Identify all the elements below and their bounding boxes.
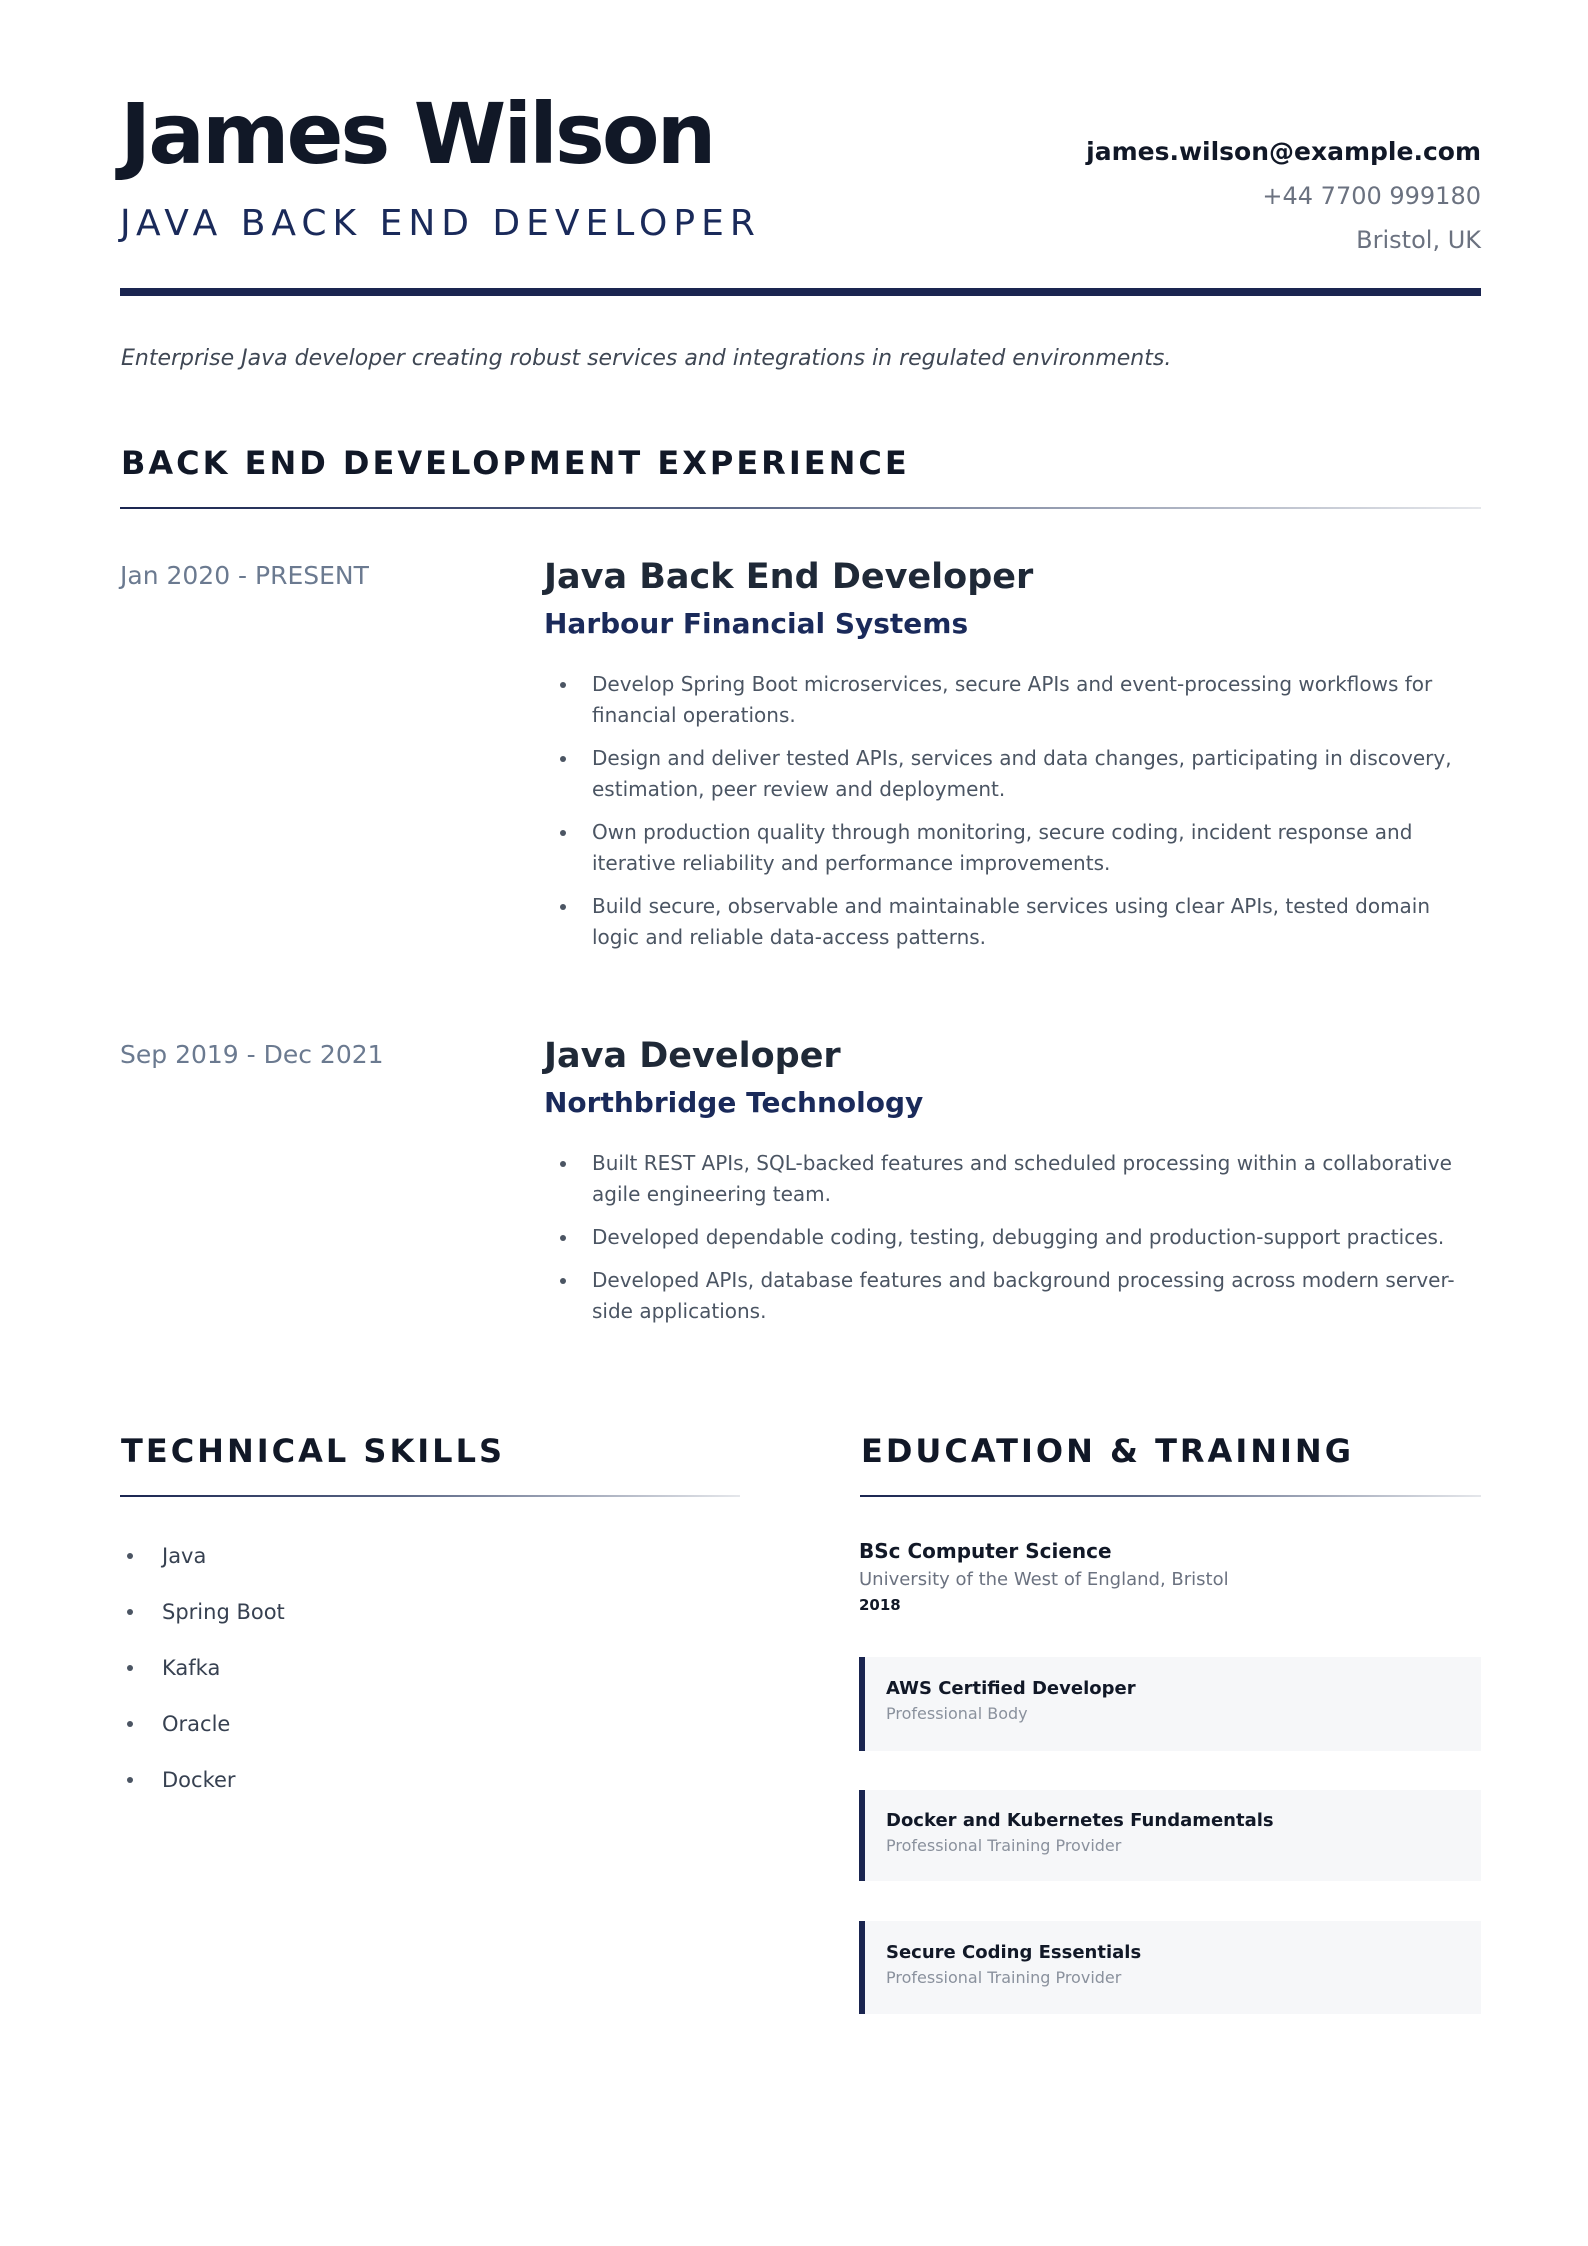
cert-card xyxy=(859,1921,1481,2014)
degree-name: BSc Computer Science xyxy=(859,1539,1112,1563)
header-divider xyxy=(120,288,1481,296)
cert-card xyxy=(859,1657,1481,1751)
skill-item: Oracle xyxy=(120,1706,740,1762)
skill-item: Spring Boot xyxy=(120,1594,740,1650)
job-title: Java Developer xyxy=(544,1036,841,1076)
skill-item: Java xyxy=(120,1538,740,1594)
contact-email[interactable]: james.wilson@example.com xyxy=(1086,137,1481,166)
job-details xyxy=(544,1032,1481,1339)
cert-issuer: Professional Body xyxy=(886,1704,1028,1723)
job-company: Northbridge Technology xyxy=(544,1086,924,1119)
degree-institution: University of the West of England, Bristol xyxy=(859,1569,1229,1590)
job-details xyxy=(544,553,1481,965)
candidate-name: James Wilson xyxy=(120,85,714,183)
job-bullets xyxy=(544,1148,1481,1327)
job-company: Harbour Financial Systems xyxy=(544,607,969,640)
job-title: Java Back End Developer xyxy=(544,557,1034,597)
degree-year: 2018 xyxy=(859,1596,901,1614)
contact-location: Bristol, UK xyxy=(1356,226,1481,254)
job-dates: Sep 2019 - Dec 2021 xyxy=(120,1040,384,1069)
cert-card xyxy=(859,1790,1481,1881)
skill-item: Docker xyxy=(120,1762,740,1818)
job-bullet: Design and deliver tested APIs, services and data changes, participating in discovery, estimation, peer review and deployment. xyxy=(544,743,1481,805)
job-bullet: Built REST APIs, SQL-backed features and scheduled processing within a collaborative agile engineering team. xyxy=(544,1148,1481,1210)
job-bullet: Develop Spring Boot microservices, secure APIs and event-processing workflows for financial operations. xyxy=(544,669,1481,731)
experience-divider xyxy=(120,507,1481,509)
cert-name: AWS Certified Developer xyxy=(886,1678,1136,1699)
cert-issuer: Professional Training Provider xyxy=(886,1968,1122,1987)
job-bullets xyxy=(544,669,1481,953)
degree-entry xyxy=(859,1536,1479,1616)
experience-heading: BACK END DEVELOPMENT EXPERIENCE xyxy=(121,444,910,482)
education-heading: EDUCATION & TRAINING xyxy=(861,1432,1354,1470)
cert-name: Docker and Kubernetes Fundamentals xyxy=(886,1810,1274,1831)
job-dates: Jan 2020 - PRESENT xyxy=(120,561,369,590)
contact-phone[interactable]: +44 7700 999180 xyxy=(1262,182,1481,210)
cert-name: Secure Coding Essentials xyxy=(886,1942,1142,1963)
skills-divider xyxy=(120,1495,740,1497)
skill-item: Kafka xyxy=(120,1650,740,1706)
profile-summary: Enterprise Java developer creating robust services and integrations in regulated environments. xyxy=(121,346,1172,371)
job-bullet: Developed dependable coding, testing, debugging and production-support practices. xyxy=(544,1222,1481,1253)
job-bullet: Developed APIs, database features and background processing across modern server-side applications. xyxy=(544,1265,1481,1327)
candidate-role: JAVA BACK END DEVELOPER xyxy=(120,203,761,244)
skills-heading: TECHNICAL SKILLS xyxy=(121,1432,505,1470)
cert-issuer: Professional Training Provider xyxy=(886,1836,1122,1855)
job-bullet: Own production quality through monitoring, secure coding, incident response and iterative reliability and performance improvements. xyxy=(544,817,1481,879)
job-bullet: Build secure, observable and maintainable services using clear APIs, tested domain logic and reliable data-access patterns. xyxy=(544,891,1481,953)
education-divider xyxy=(860,1495,1481,1497)
contact-block xyxy=(1086,130,1481,262)
skills-list xyxy=(120,1538,740,1818)
